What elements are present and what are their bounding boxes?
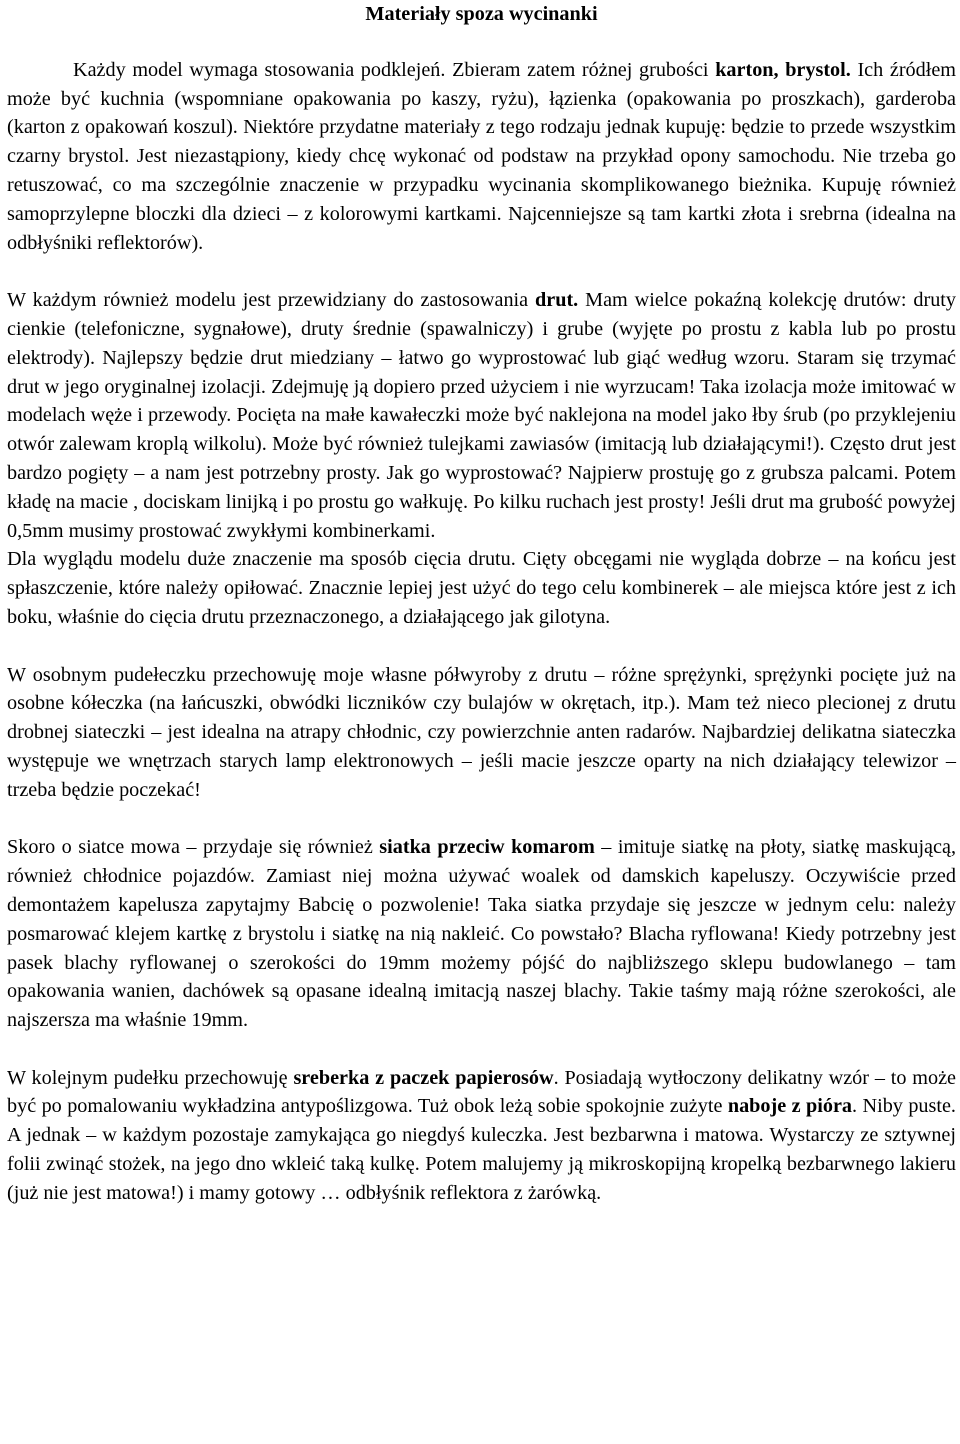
para1-text-1: Każdy model wymaga stosowania podklejeń. Zbieram zatem różnej grubości bbox=[73, 58, 716, 81]
paragraph-polwyroby: W osobnym pudełeczku przechowuję moje własne półwyroby z drutu – różne sprężynki, sprężynki pocięte już na osobne kółeczka (na łańcuszki, obwódki liczników czy bulajów w okrętach, itp.). Mam też nieco plecionej z drutu drobnej siateczki – jest idealna na atrapy chłodnic, czy powierzchnie anten radarów. Najbardziej delikatna siateczka występuje we wnętrzach starych lamp elektronowych – jeśli macie jeszcze oparty na nich działający telewizor – trzeba będzie poczekać! bbox=[7, 663, 956, 801]
para2-bold-drut: drut. bbox=[535, 289, 579, 312]
para2-text-1: W każdym również modelu jest przewidziany do zastosowania bbox=[7, 289, 536, 312]
para5-bold-siatka: siatka przeciw komarom bbox=[379, 836, 595, 859]
page-title: Materiały spoza wycinanki bbox=[365, 3, 598, 25]
para6-text-2: . Posiadają wytłoczony delikatny wzór – to może być po pomalowaniu wykładzina antypoślizgowa. Tuż obok leżą sobie spokojnie zużyte bbox=[7, 1066, 956, 1118]
para2-text-2: Mam wielce pokaźną kolekcję drutów: druty cienkie (telefoniczne, sygnałowe), druty średnie (spawalniczy) i grube (wyjęte po prostu z kabla lub po prostu elektrody). Najlepszy będzie drut miedziany – łatwo go wyprostować lub giąć według wzoru. Staram się trzymać drut w jego oryginalnej izolacji. Zdejmuję ją dopiero przed użyciem i nie wyrzucam! Taka izolacja może imitować w modelach węże i przewody. Pocięta na małe kawałeczki może być naklejona na model jako łby śrub (po przyklejeniu otwór zalewam kroplą wilkolu). Może być również tulejkami zawiasów (imitacją lub działającymi!). Często drut jest bardzo pogięty – a nam jest potrzebny prosty. Jak go wyprostować? Najpierw prostuję go z grubsza palcami. Potem kładę na macie , dociskam linijką i po prostu go wałkuję. Po kilku ruchach jest prosty! Jeśli drut ma grubość powyżej 0,5mm musimy prostować zwykłymi kombinerkami. bbox=[7, 289, 957, 542]
para1-bold-karton: karton, brystol. bbox=[715, 58, 851, 81]
paragraph-ciecie-drutu: Dla wyglądu modelu duże znaczenie ma sposób cięcia drutu. Cięty obcęgami nie wygląda dobrze – na końcu jest spłaszczenie, które należy opiłować. Znacznie lepiej jest użyć do tego celu kombinerek – ale miejsca które jest z ich boku, właśnie do cięcia drutu przeznaczonego, a działającego jak gilotyna. bbox=[7, 548, 956, 628]
para6-text-1: W kolejnym pudełku przechowuję bbox=[7, 1066, 294, 1089]
paragraph-karton bbox=[7, 56, 956, 258]
para6-text-3: . Niby puste. A jednak – w każdym pozostaje zamykająca go niegdyś kuleczka. Jest bezbarwna i matowa. Wystarczy ze sztywnej folii zwinąć stożek, na jego dno wkleić taką kulkę. Potem malujemy ją mikroskopijną kropelką bezbarwnego lakieru (już nie jest matowa!) i mamy gotowy … odbłyśnik reflektora z żarówką. bbox=[7, 1095, 956, 1204]
paragraph-sreberka bbox=[7, 1064, 956, 1208]
para6-bold-naboje: naboje z pióra bbox=[727, 1095, 853, 1118]
para5-text-2: – imituje siatkę na płoty, siatkę maskującą, również chłodnice pojazdów. Zamiast niej można używać woalek od damskich kapeluszy. Oczywiście przed demontażem kapelusza zapytajmy Babcię o pozwolenie! Taka siatka przydaje się jeszcze w jednym celu: należy posmarować klejem kartkę z brystolu i siatkę na nią nakleić. Co powstało? Blacha ryflowana! Kiedy potrzebny jest pasek blachy ryflowanej o szerokości do 19mm możemy pójść do najbliższego sklepu budowlanego – tam opakowania wanien, dachówek są opasane idealną imitacją naszej blachy. Takie taśmy mają różne szerokości, ale najszersza ma właśnie 19mm. bbox=[7, 836, 956, 1032]
paragraph-siatka bbox=[7, 833, 956, 1035]
para6-bold-sreberka: sreberka z paczek papierosów bbox=[293, 1066, 554, 1089]
paragraph-drut bbox=[7, 286, 956, 545]
para5-text-1: Skoro o siatce mowa – przydaje się również bbox=[7, 836, 380, 859]
para1-text-2: Ich źródłem może być kuchnia (wspomniane opakowania po kaszy, ryżu), łązienka (opakowania po proszkach), garderoba (karton z opakowań koszul). Niektóre przydatne materiały z tego rodzaju jednak kupuję: będzie to przede wszystkim czarny brystol. Jest niezastąpiony, kiedy chcę wykonać od podstaw na przykład opony samochodu. Nie trzeba go retuszować, co ma szczególnie znaczenie w przypadku wycinania skomplikowanego bieżnika. Kupuję również samoprzylepne bloczki dla dzieci – z kolorowymi kartkami. Najcenniejsze są tam kartki złota i srebrna (idealna na odbłyśniki reflektorów). bbox=[7, 58, 957, 254]
